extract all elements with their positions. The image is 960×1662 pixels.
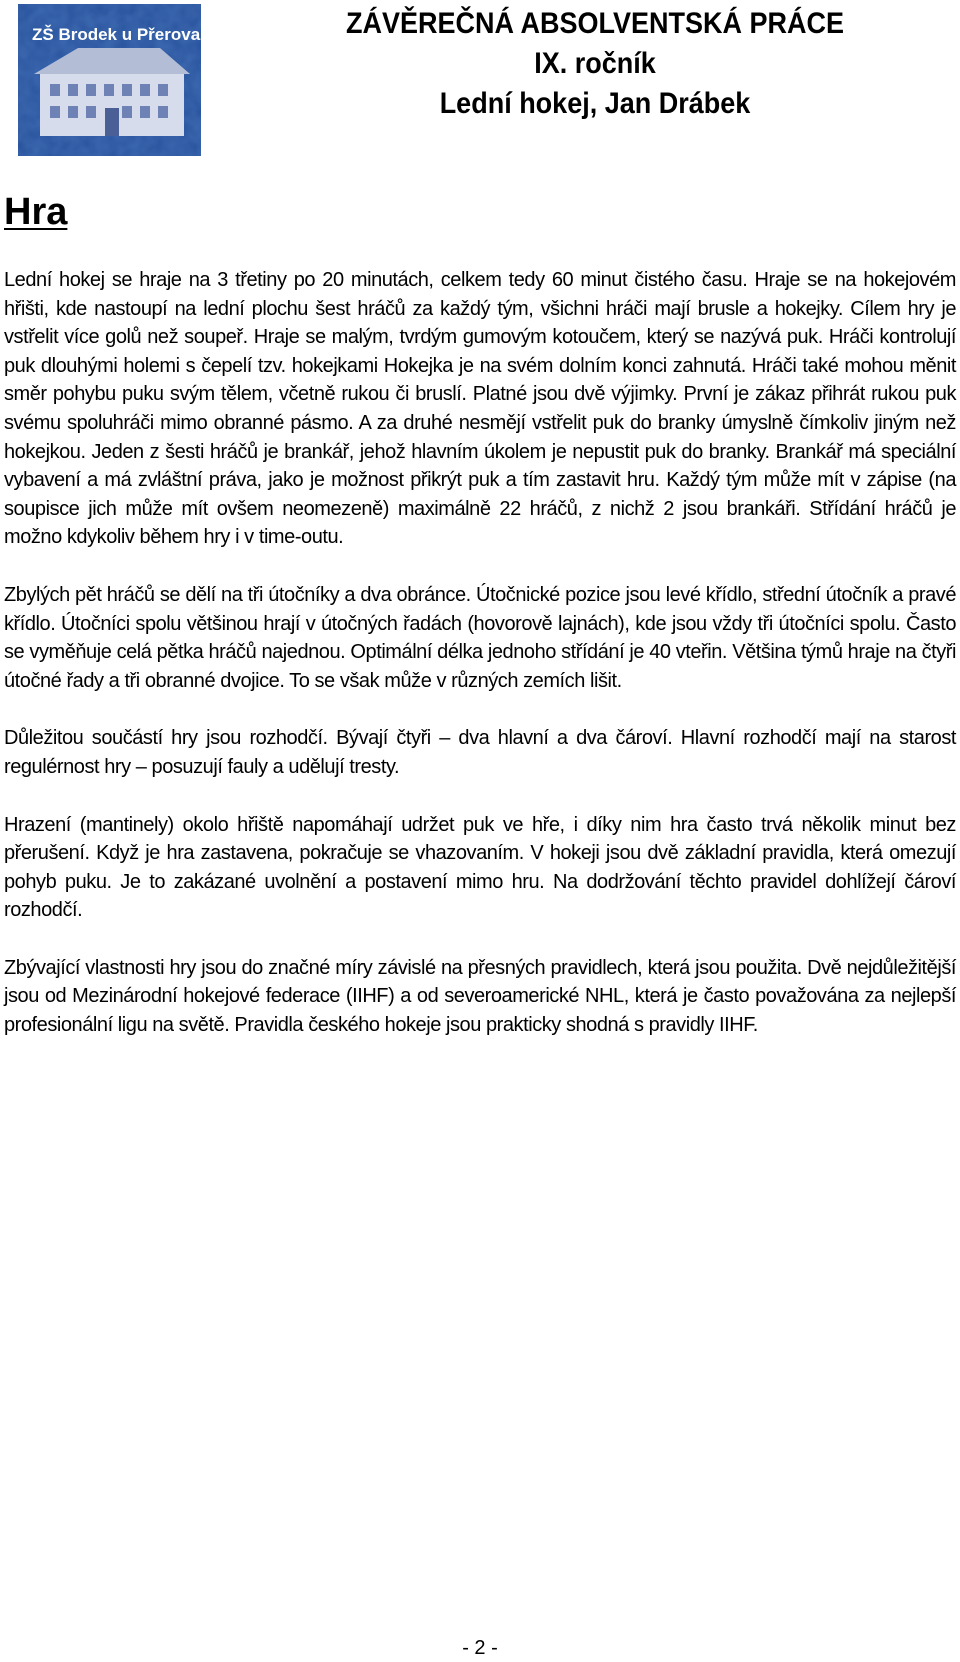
paragraph-referees: Důležitou součástí hry jsou rozhodčí. Bývají čtyři – dva hlavní a dva čároví. Hlavní rozhodčí mají na starost regulérnost hry – posuzují fauly a udělují tresty. xyxy=(4,727,956,778)
header-title-main: ZÁVĚREČNÁ ABSOLVENTSKÁ PRÁCE xyxy=(345,7,845,40)
document-header xyxy=(321,4,870,124)
page-number: - 2 - xyxy=(462,1637,498,1659)
section-heading: Hra xyxy=(4,191,68,233)
paragraph-game-basics: Lední hokej se hraje na 3 třetiny po 20 minutách, celkem tedy 60 minut čistého času. Hraje se na hokejovém hřišti, kde nastoupí na lední plochu šest hráčů za každý tým, všichni hráči mají brusle a hokejky. Cílem hry je vstřelit více golů než soupeř. Hraje se malým, tvrdým gumovým kotoučem, který se nazývá puk. Hráči kontrolují puk dlouhými holemi s čepelí tzv. hokejkami Hokejka je na svém dolním konci zahnutá. Hráči také mohou měnit směr pohybu puku svým tělem, včetně rukou či bruslí. Platné jsou dvě výjimky. První je zákaz přihrát rukou puk svému spoluhráči mimo obranné pásmo. A za druhé nesmějí vstřelit puk do branky úmyslně čímkoliv jiným než hokejkou. Jeden z šesti hráčů je brankář, jehož hlavním úkolem je nepustit puk do branky. Brankář má speciální vybavení a má zvláštní práva, jako je možnost přikrýt puk a tím zastavit hru. Každý tým může mít v zápise (na soupisce jich může mít ovšem neomezeně) maximálně 22 hráčů, z nichž 2 jsou brankáři. Střídání hráčů je možno kdykoliv během hry i v time-outu. xyxy=(4,269,956,549)
header-title-topic-author: Lední hokej, Jan Drábek xyxy=(439,87,751,120)
body-text xyxy=(4,266,956,1069)
paragraph-boards-rules: Hrazení (mantinely) okolo hřiště napomáhají udržet puk ve hře, i díky nim hra často trvá několik minut bez přerušení. Když je hra zastavena, pokračuje se vhazovaním. V hokeji jsou dvě základní pravidla, která omezují pohyb puku. Je to zakázané uvolnění a postavení mimo hru. Na dodržování těchto pravidel dohlížejí čároví rozhodčí. xyxy=(4,813,956,922)
header-title-grade: IX. ročník xyxy=(534,47,656,80)
paragraph-rule-sets: Zbývající vlastnosti hry jsou do značné míry závislé na přesných pravidlech, která jsou použita. Dvě nejdůležitější jsou od Mezinárodní hokejové federace (IIHF) a od severoamerické NHL, která je často považována za nejlepší profesionální ligu na světě. Pravidla českého hokeje jsou prakticky shodná s pravidly IIHF. xyxy=(4,956,956,1037)
logo-text: ZŠ Brodek u Přerova xyxy=(32,25,201,44)
paragraph-player-positions: Zbylých pět hráčů se dělí na tři útočníky a dva obránce. Útočnické pozice jsou levé křídlo, střední útočník a pravé křídlo. Útočníci spolu většinou hrají v útočných řadách (hovorově lajnách), kde jsou vždy tři útočníci spolu. Často se vyměňuje celá pětka hráčů najednou. Optimální délka jednoho střídání je 40 vteřin. Většina týmů hraje na čtyři útočné řady a tři obranné dvojice. To se však může v různých zemích lišit. xyxy=(4,583,956,692)
school-logo xyxy=(18,4,201,156)
school-building-image xyxy=(18,4,201,156)
